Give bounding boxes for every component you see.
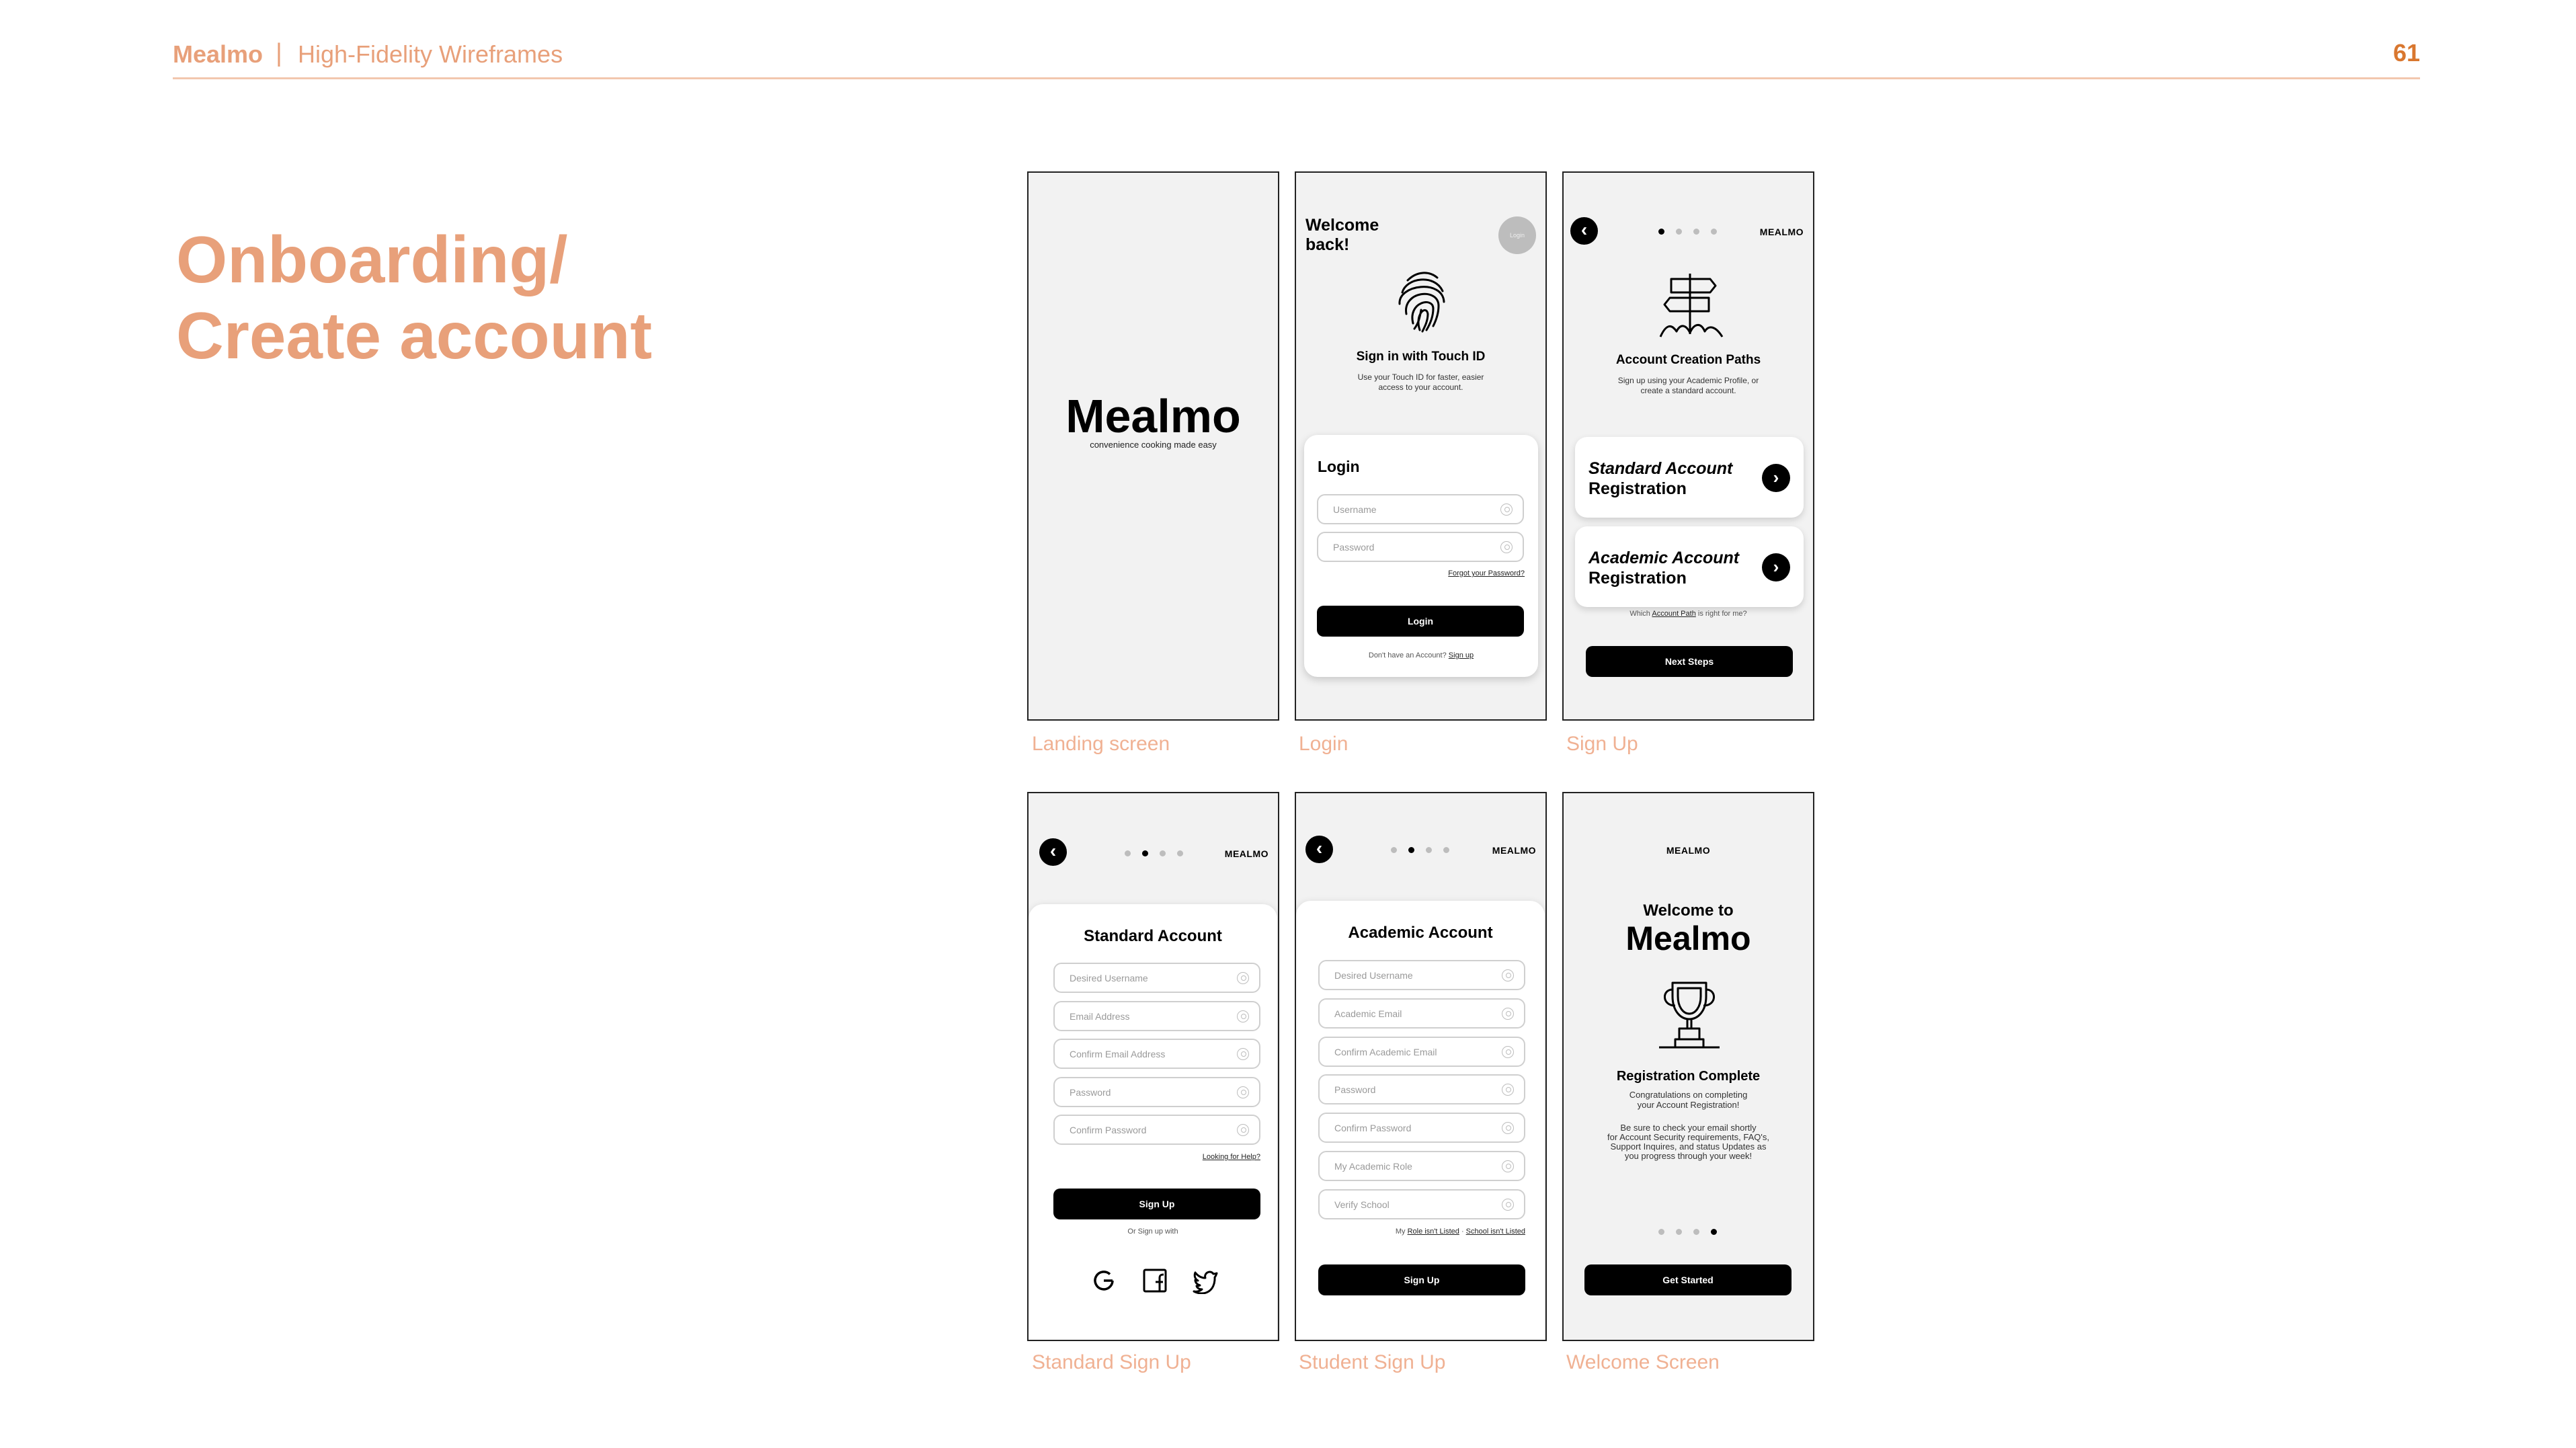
confirm-password-field[interactable]: Confirm Password (1053, 1115, 1260, 1145)
header-brand: Mealmo (173, 40, 264, 68)
touch-id-title: Sign in with Touch ID (1356, 350, 1486, 364)
back-button[interactable]: ‹ (1305, 836, 1333, 863)
email-notice-text: Be sure to check your email shortly for Account Security requirements, FAQ's, Support Inquires, and status Updates as you progress through your week! (1607, 1123, 1769, 1161)
brand-label: MEALMO (1224, 848, 1269, 859)
student-signup-screen (1295, 792, 1547, 1341)
header-separator: | (276, 39, 282, 67)
password-field[interactable]: Password (1317, 532, 1524, 562)
page-title-line2: Create account (176, 298, 653, 372)
header-divider (173, 77, 2420, 79)
standard-account-option[interactable]: Standard Account Registration › (1575, 437, 1804, 518)
desired-username-field[interactable]: Desired Username (1318, 960, 1525, 990)
progress-dot (1391, 847, 1397, 853)
academic-form-title: Academic Account (1348, 924, 1493, 942)
progress-dot (1676, 229, 1682, 235)
fingerprint-icon[interactable] (1394, 267, 1449, 334)
back-button[interactable]: ‹ (1570, 217, 1598, 245)
field-icon (1502, 1046, 1514, 1058)
password-field[interactable]: Password (1318, 1074, 1525, 1104)
login-screen (1295, 171, 1547, 721)
academic-form-card (1296, 901, 1545, 1341)
arrow-right-icon[interactable]: › (1762, 553, 1790, 581)
back-button[interactable]: ‹ (1039, 838, 1067, 866)
next-steps-button[interactable]: Next Steps (1586, 646, 1793, 677)
verify-school-field[interactable]: Verify School (1318, 1189, 1525, 1219)
forgot-password-link[interactable]: Forgot your Password? (1448, 569, 1525, 577)
page-title-line1: Onboarding/ (176, 223, 568, 296)
signup-prompt: Don't have an Account? Sign up (1368, 651, 1474, 659)
caption-welcome: Welcome Screen (1566, 1351, 1720, 1373)
landing-tagline: convenience cooking made easy (1090, 440, 1217, 450)
account-path-help: Which Account Path is right for me? (1629, 610, 1747, 618)
progress-dot (1711, 1229, 1717, 1235)
signup-desc: Sign up using your Academic Profile, or create a standard account. (1617, 376, 1759, 395)
role-not-listed-link[interactable]: Role isn't Listed (1407, 1228, 1459, 1236)
facebook-icon[interactable] (1141, 1267, 1168, 1294)
landing-logo: Mealmo (1065, 390, 1241, 442)
trophy-icon (1652, 976, 1726, 1053)
field-icon (1502, 1199, 1514, 1211)
field-icon (1237, 972, 1249, 984)
get-started-button[interactable]: Get Started (1584, 1264, 1792, 1295)
caption-login: Login (1299, 733, 1349, 755)
field-icon (1500, 541, 1513, 553)
academic-account-option[interactable]: Academic Account Registration › (1575, 526, 1804, 607)
caption-signup: Sign Up (1566, 733, 1638, 755)
password-field[interactable]: Password (1053, 1077, 1260, 1107)
welcome-screen (1562, 792, 1814, 1341)
progress-dot (1408, 847, 1414, 853)
progress-dot (1658, 1229, 1664, 1235)
field-icon (1502, 1160, 1514, 1172)
progress-dot (1142, 850, 1148, 856)
progress-dot (1676, 1229, 1682, 1235)
brand-label: MEALMO (1666, 845, 1711, 856)
brand-label: MEALMO (1492, 845, 1536, 856)
registration-complete-title: Registration Complete (1616, 1069, 1761, 1084)
landing-screen (1027, 171, 1279, 721)
email-field[interactable]: Email Address (1053, 1001, 1260, 1031)
congrats-text: Congratulations on completing your Account Registration! (1629, 1090, 1748, 1110)
login-welcome: Welcome back! (1305, 216, 1379, 254)
login-button[interactable]: Login (1317, 606, 1524, 637)
brand-label: MEALMO (1759, 227, 1804, 237)
progress-dots (1658, 1229, 1717, 1235)
progress-dot (1658, 229, 1664, 235)
account-path-link[interactable]: Account Path (1652, 610, 1696, 618)
progress-dots (1658, 229, 1717, 235)
academic-email-field[interactable]: Academic Email (1318, 998, 1525, 1029)
field-icon (1237, 1124, 1249, 1136)
academic-role-field[interactable]: My Academic Role (1318, 1151, 1525, 1181)
field-icon (1500, 504, 1513, 516)
touch-id-desc: Use your Touch ID for faster, easier access to your account. (1357, 372, 1484, 392)
progress-dot (1125, 850, 1131, 856)
field-icon (1502, 969, 1514, 981)
header-subtitle: High-Fidelity Wireframes (298, 40, 563, 68)
standard-form-title: Standard Account (1084, 927, 1222, 945)
progress-dot (1177, 850, 1183, 856)
field-icon (1237, 1086, 1249, 1098)
confirm-password-field[interactable]: Confirm Password (1318, 1113, 1525, 1143)
avatar[interactable]: Login (1498, 216, 1536, 254)
social-signup-label: Or Sign up with (1127, 1228, 1178, 1236)
signup-screen (1562, 171, 1814, 721)
progress-dot (1426, 847, 1432, 853)
field-icon (1502, 1084, 1514, 1096)
field-icon (1502, 1008, 1514, 1020)
welcome-to-label: Welcome to (1643, 901, 1734, 920)
confirm-email-field[interactable]: Confirm Email Address (1053, 1039, 1260, 1069)
help-link[interactable]: Looking for Help? (1202, 1153, 1260, 1161)
progress-dot (1693, 1229, 1699, 1235)
sign-up-button[interactable]: Sign Up (1053, 1189, 1260, 1219)
sign-up-button[interactable]: Sign Up (1318, 1264, 1525, 1295)
field-icon (1237, 1010, 1249, 1022)
username-field[interactable]: Username (1317, 494, 1524, 524)
arrow-right-icon[interactable]: › (1762, 464, 1790, 492)
field-icon (1502, 1122, 1514, 1134)
caption-standard: Standard Sign Up (1032, 1351, 1191, 1373)
standard-form-card (1029, 904, 1277, 1341)
standard-signup-screen (1027, 792, 1279, 1341)
progress-dot (1693, 229, 1699, 235)
progress-dot (1711, 229, 1717, 235)
page-number: 61 (2392, 39, 2420, 67)
field-icon (1237, 1048, 1249, 1060)
progress-dot (1160, 850, 1166, 856)
signup-title: Account Creation Paths (1615, 353, 1761, 367)
progress-dots (1391, 847, 1449, 853)
desired-username-field[interactable]: Desired Username (1053, 963, 1260, 993)
welcome-logo: Mealmo (1625, 920, 1751, 957)
caption-student: Student Sign Up (1299, 1351, 1446, 1373)
confirm-academic-email-field[interactable]: Confirm Academic Email (1318, 1037, 1525, 1067)
page-title (176, 222, 652, 374)
login-card-title: Login (1318, 458, 1360, 475)
not-listed-links: My Role isn't Listed · School isn't Listed (1395, 1228, 1525, 1236)
progress-dots (1125, 850, 1183, 856)
caption-landing: Landing screen (1032, 733, 1170, 755)
login-card (1304, 435, 1538, 677)
twitter-icon[interactable] (1192, 1267, 1219, 1294)
signpost-icon (1658, 267, 1725, 341)
signup-link[interactable]: Sign up (1448, 651, 1474, 659)
progress-dot (1443, 847, 1449, 853)
school-not-listed-link[interactable]: School isn't Listed (1465, 1228, 1525, 1236)
google-icon[interactable] (1090, 1267, 1117, 1294)
